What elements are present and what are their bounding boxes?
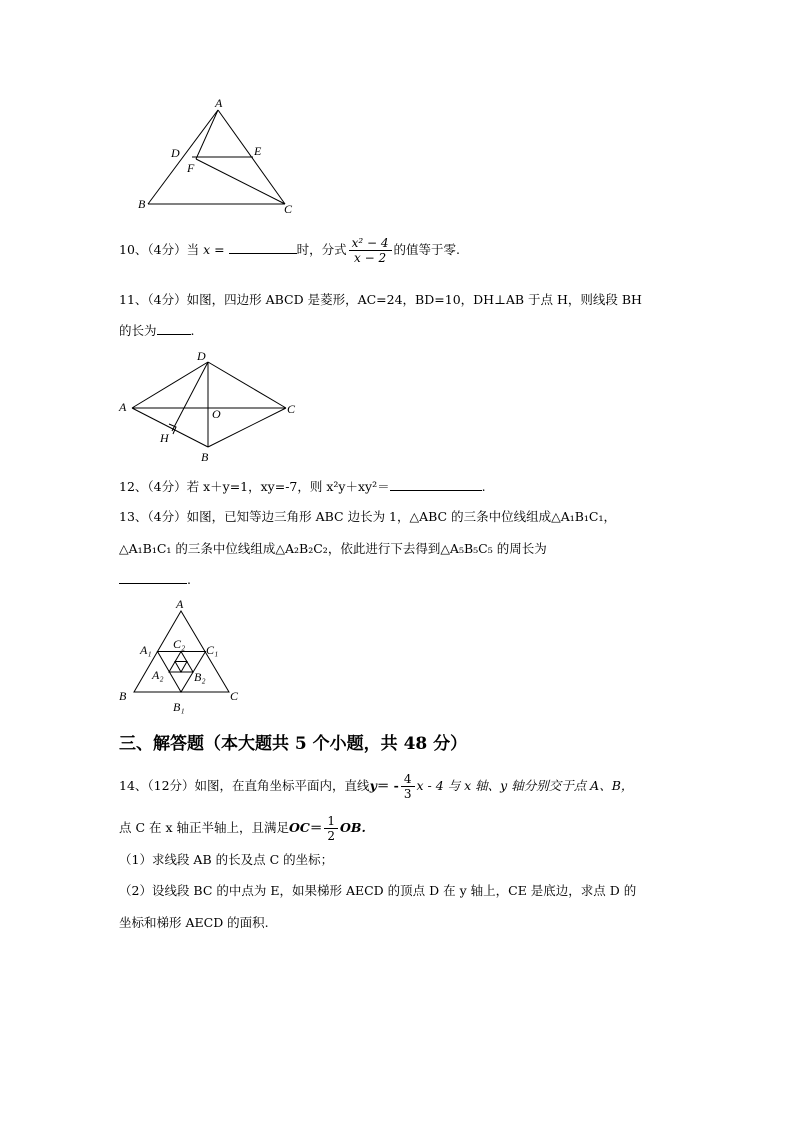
segment-fc [196,159,285,204]
segment-ba [132,408,208,447]
label-c: C [284,202,293,216]
question-14-part1: （1）求线段 AB 的长及点 C 的坐标； [119,852,334,867]
label-b2: B₂ [194,670,206,684]
label-d: D [197,349,206,363]
label-a2: A₂ [152,668,164,682]
label-c: C [287,402,296,416]
question-14-part2-line1: （2）设线段 BC 的中点为 E，如果梯形 AECD 的顶点 D 在 y 轴上，CE 是底边，求点 D 的 [119,883,637,898]
question-13-line2: △A₁B₁C₁ 的三条中位线组成△A₂B₂C₂，依此进行下去得到△A₅B₅C₅ 的周长为 [119,541,547,556]
label-c: C [230,689,239,703]
label-a: A [176,597,184,611]
question-14-part2-line2: 坐标和梯形 AECD 的面积. [119,915,269,930]
segment-ad [132,362,208,408]
question-14-line2: 点 C 在 x 轴正半轴上，且满足OC＝ $\frac{1}{2}$ OB. [119,814,366,843]
question-13-line1: 13、（4分）如图，已知等边三角形 ABC 边长为 1，△ABC 的三条中位线组成△A₁B₁C₁， [119,509,617,524]
answer-blank-11[interactable] [157,322,191,335]
label-d: D [171,146,180,160]
rhombus-figure-q11 [115,345,305,465]
label-h: H [160,431,169,445]
triangle-midlines-figure-q13 [112,597,247,719]
question-11-line1: 11、（4分）如图，四边形 ABCD 是菱形，AC=24，BD=10，DH⊥AB 于点 H，则线段 BH [119,292,642,307]
label-o: O [212,407,221,421]
label-e: E [254,144,262,158]
triangle-figure-q9 [130,95,310,220]
segment-dc [208,362,286,408]
label-a: A [215,96,223,110]
question-11-line2: 的长为 . [119,323,195,338]
label-b: B [138,197,146,211]
section-3-title: 三、解答题（本大题共 5 个小题，共 48 分） [119,734,468,754]
fraction-10: $\frac{\text{x² − 4}}{x - 2}$ [349,236,392,265]
label-b: B [201,450,209,464]
label-a: A [119,400,127,414]
label-c1: C₁ [206,643,219,657]
label-b: B [119,689,127,703]
label-b1: B₁ [173,700,185,714]
answer-blank-12[interactable] [390,478,482,491]
label-c2: C₂ [173,637,186,651]
fraction-4-3: $\frac{4}{3}$ [401,772,415,801]
question-13-line3: . [119,571,191,589]
label-a1: A₁ [140,643,152,657]
triangle-a3b3c3 [175,662,187,673]
question-12: 12、（4分）若 x＋y=1，xy=-7，则 x²y＋xy²＝ . [119,479,486,494]
label-f: F [187,161,195,175]
question-10: 10、（4分）当 x = 时，分式 $\frac{\text{x² − 4}}{x - 2}$ 的值等于零. [119,236,461,265]
answer-blank-13[interactable] [119,571,187,584]
question-14-line1: 14、（12分）如图，在直角坐标平面内，直线y＝ - $\frac{4}{3}$ x - 4 与 x 轴、y 轴分别交于点 A、B， [119,772,634,801]
answer-blank-10[interactable] [229,241,297,254]
fraction-1-2: $\frac{1}{2}$ [324,814,338,843]
